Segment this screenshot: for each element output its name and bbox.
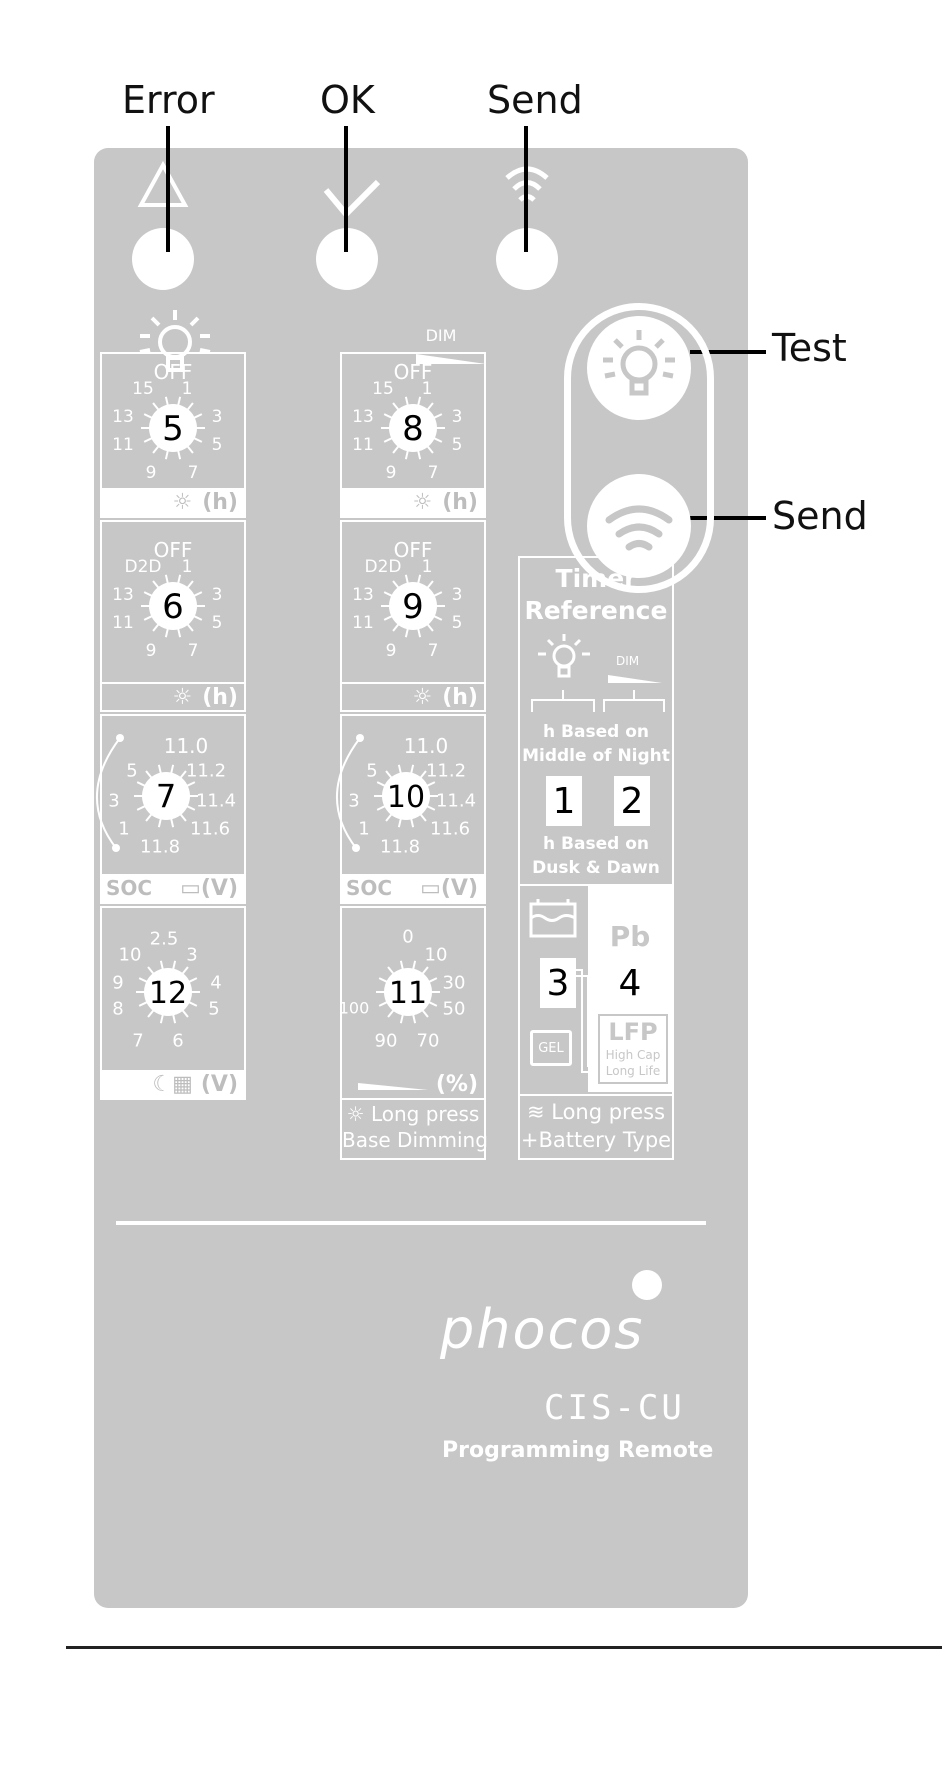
d11-label: 10 (424, 944, 448, 966)
battery-longpress-1: ≋ Long press (526, 1100, 666, 1124)
timer-dim-wedge-icon (608, 670, 662, 684)
night-solar-strip (102, 1070, 244, 1098)
d5-label: 9 (145, 462, 157, 483)
dial-12-box (100, 906, 246, 1100)
d11-label: 90 (374, 1030, 398, 1052)
send-top-label: Send (487, 78, 583, 122)
d6-label: D2D (124, 556, 162, 577)
timer-reference-box (518, 556, 674, 886)
d8-label: 5 (451, 434, 463, 455)
battery-type-box (518, 886, 674, 1096)
d7-arc-dot (112, 844, 120, 852)
d8-number: 8 (402, 409, 424, 450)
battery-box-4: 4 (612, 958, 648, 1008)
d9-label: 11 (352, 612, 374, 633)
d12-label: 3 (186, 944, 198, 966)
timer-low-2: Dusk & Dawn (532, 858, 660, 878)
dim-wedge-small-icon (358, 1077, 428, 1091)
d11-label: 0 (402, 926, 414, 948)
dim-label: DIM (425, 326, 457, 345)
dial-10-box (340, 714, 486, 904)
d12-number: 12 (148, 975, 188, 1011)
d8-label: 11 (352, 434, 374, 455)
d11-label: 30 (442, 972, 466, 994)
d5-label: 13 (112, 406, 134, 427)
d5-label: 11 (112, 434, 134, 455)
d7-label: 11.4 (195, 790, 237, 812)
signal-small-icon: ≋ (526, 1100, 552, 1124)
dial-5-box (100, 352, 246, 518)
timer-brackets (528, 688, 668, 718)
d12-label: 8 (112, 998, 124, 1020)
dim-percent-strip (342, 1070, 484, 1098)
moon-solar-icon: ☾▦ (152, 1071, 193, 1097)
dial-5-unit: (h) (202, 489, 238, 515)
timer-box-1: 1 (546, 776, 582, 826)
d9-label: 7 (427, 640, 439, 661)
lfp-label: LFP (608, 1018, 658, 1046)
d8-label: 15 (372, 378, 394, 399)
d10-label: 11.0 (403, 734, 449, 758)
d6-label: 13 (112, 584, 134, 605)
d7-label: 5 (126, 760, 138, 782)
d5-number: 5 (162, 409, 184, 450)
d7-label: 11.2 (185, 760, 227, 782)
dial-12-unit: (V) (200, 1071, 238, 1097)
soc-strip-2 (342, 874, 484, 902)
battery-icon-2: ▭ (420, 875, 441, 901)
d9-label: 9 (385, 640, 397, 661)
dial-8-unit: (h) (442, 489, 478, 515)
d8-label: 13 (352, 406, 374, 427)
d5-label: 7 (187, 462, 199, 483)
d9-label: 5 (451, 612, 463, 633)
test-label: Test (772, 326, 847, 370)
flooded-battery-icon (528, 896, 578, 940)
d10-label: 11.2 (425, 760, 467, 782)
sunset-icon: ☼ (172, 489, 193, 515)
dial-7-battery: ▭(V) (180, 875, 238, 901)
lfp-sub-2: Long Life (605, 1064, 661, 1078)
d6-label: 5 (211, 612, 223, 633)
d7-number: 7 (155, 777, 177, 816)
d10-label: 3 (348, 790, 360, 812)
d8-label: OFF (393, 360, 433, 384)
d9-label: 1 (421, 556, 433, 577)
dial-6-box (100, 520, 246, 712)
d10-label: 11.8 (379, 836, 421, 858)
d9-number: 9 (402, 587, 424, 628)
dial-6-unit: (h) (202, 684, 238, 710)
product-subtitle: Programming Remote (442, 1438, 714, 1463)
d10-arc-dot (356, 734, 364, 742)
battery-longpress-2: +Battery Type (520, 1128, 672, 1152)
d11-label: 70 (416, 1030, 440, 1052)
dial-9[interactable] (342, 522, 484, 682)
dial-5[interactable] (102, 354, 244, 490)
test-bulb-icon (587, 316, 691, 420)
d5-label: 15 (132, 378, 154, 399)
dial-11-box (340, 906, 486, 1100)
battery-icon: ▭ (180, 875, 201, 901)
gel-battery-icon (530, 1030, 572, 1066)
phocos-logo: phocos (440, 1298, 645, 1361)
dial-9-unit: (h) (442, 684, 478, 710)
d8-label: 1 (421, 378, 433, 399)
d12-label: 9 (112, 972, 124, 994)
d10-label: 5 (366, 760, 378, 782)
bulb-small-icon: ☼ (346, 1102, 371, 1126)
d9-label: OFF (393, 538, 433, 562)
d12-label: 7 (132, 1030, 144, 1052)
timer-mid-2: Middle of Night (522, 746, 670, 766)
lfp-sub-1: High Cap (605, 1048, 661, 1062)
d9-label: 3 (451, 584, 463, 605)
test-button[interactable] (587, 316, 691, 420)
d8-label: 7 (427, 462, 439, 483)
d5-label: OFF (153, 360, 193, 384)
battery-connector-lines (576, 968, 596, 1080)
dial-8[interactable] (342, 354, 484, 490)
d10-label: 11.4 (435, 790, 477, 812)
timer-mid-1: h Based on (543, 722, 649, 742)
dial-8-box (340, 352, 486, 518)
d7-label: 3 (108, 790, 120, 812)
d7-label: 11.0 (163, 734, 209, 758)
d7-label: 11.6 (189, 818, 231, 840)
dawn-strip (102, 682, 244, 710)
dial-9-box (340, 520, 486, 712)
d8-label: 3 (451, 406, 463, 427)
battery-longpress-box (518, 1094, 674, 1160)
d12-label: 5 (208, 998, 220, 1020)
d12-label: 2.5 (149, 928, 179, 950)
soc-strip (102, 874, 244, 902)
timer-title-2: Reference (524, 596, 668, 625)
d10-label: 11.6 (429, 818, 471, 840)
base-dimming-line2: Base Dimming (342, 1128, 488, 1152)
battery-pb: Pb (609, 920, 651, 953)
send-side-label: Send (772, 494, 868, 538)
d6-number: 6 (162, 587, 184, 628)
sunset-icon-2: ☼ (412, 489, 433, 515)
base-dimming-box (340, 1098, 486, 1160)
lfp-battery-box (598, 1014, 668, 1084)
dial-12[interactable] (102, 908, 244, 1072)
battery-box-3: 3 (540, 958, 576, 1008)
d11-label: 50 (442, 998, 466, 1020)
dusk-strip (102, 488, 244, 516)
timer-low-1: h Based on (543, 834, 649, 854)
timer-bulb-icon (534, 632, 594, 684)
timer-box-2: 2 (614, 776, 650, 826)
panel-divider (116, 1221, 706, 1225)
d11-number: 11 (388, 975, 428, 1011)
d9-label: D2D (364, 556, 402, 577)
dusk-strip-2 (342, 488, 484, 516)
d6-label: 7 (187, 640, 199, 661)
dawn-strip-2 (342, 682, 484, 710)
dial-7-soc: SOC (106, 876, 153, 900)
d10-arc-dot (352, 844, 360, 852)
d7-label: 11.8 (139, 836, 181, 858)
d7-arc-dot (116, 734, 124, 742)
d6-label: 3 (211, 584, 223, 605)
d8-label: 9 (385, 462, 397, 483)
ok-label: OK (320, 78, 375, 122)
d6-label: 9 (145, 640, 157, 661)
page-rule (66, 1646, 942, 1649)
gel-label: GEL (538, 1041, 564, 1056)
d10-label: 1 (358, 818, 370, 840)
d10-number: 10 (386, 779, 426, 815)
dial-10-battery: ▭(V) (420, 875, 478, 901)
d5-label: 1 (181, 378, 193, 399)
d5-label: 3 (211, 406, 223, 427)
sunrise-icon-2: ☼ (412, 684, 433, 710)
d12-label: 10 (118, 944, 142, 966)
d6-label: 1 (181, 556, 193, 577)
d12-label: 6 (172, 1030, 184, 1052)
model-name: CIS-CU (544, 1388, 685, 1428)
dial-11-unit: (%) (435, 1071, 478, 1097)
timer-dim-label: DIM (616, 654, 640, 668)
dial-6[interactable] (102, 522, 244, 682)
sunrise-icon: ☼ (172, 684, 193, 710)
d7-label: 1 (118, 818, 130, 840)
error-label: Error (122, 78, 215, 122)
d5-label: 5 (211, 434, 223, 455)
d11-label: 100 (338, 998, 370, 1018)
dial-7[interactable] (102, 716, 244, 876)
dial-10[interactable] (342, 716, 484, 876)
remote-panel (94, 148, 748, 1608)
dial-7-box (100, 714, 246, 904)
d9-label: 13 (352, 584, 374, 605)
d12-label: 4 (210, 972, 222, 994)
phocos-logo-dot (632, 1270, 662, 1300)
base-dimming-line1: ☼ Long press (346, 1102, 480, 1126)
d6-label: OFF (153, 538, 193, 562)
dial-10-soc: SOC (346, 876, 393, 900)
d6-label: 11 (112, 612, 134, 633)
dial-11[interactable] (338, 908, 484, 1072)
timer-title-1: Timer (555, 564, 637, 593)
